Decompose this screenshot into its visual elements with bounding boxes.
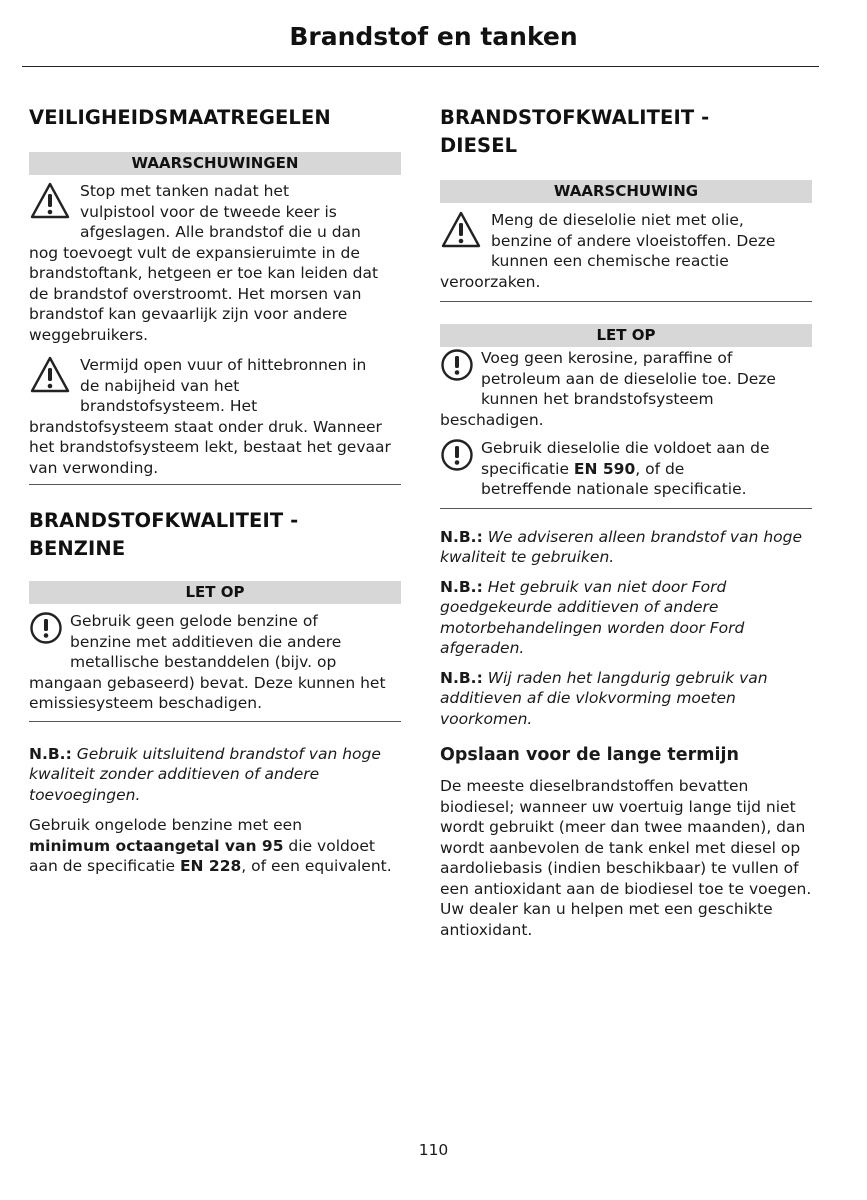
caution-text: specificatie xyxy=(481,459,574,478)
caution-2-line-3: betreffende nationale specificatie. xyxy=(481,480,747,498)
warning-notice-diesel xyxy=(440,210,812,292)
section-heading-safety: VEILIGHEIDSMAATREGELEN xyxy=(29,106,331,129)
caution-circle-icon xyxy=(440,348,480,388)
warning-2-rest: brandstofsysteem staat onder druk. Wanneer het brandstofsysteem lekt, bestaat het gevaar van verwonding. xyxy=(29,417,391,477)
caution-notice-diesel-1 xyxy=(440,348,812,430)
warning-triangle-icon xyxy=(440,210,480,250)
caution-notice-1 xyxy=(29,611,401,714)
caution-circle-icon xyxy=(440,438,480,478)
caution-band: LET OP xyxy=(29,581,401,604)
note-label: N.B.: xyxy=(440,668,483,687)
caution-text: , of de xyxy=(635,459,685,478)
warning-notice-1 xyxy=(29,181,401,345)
warning-line-3: kunnen een chemische reactie xyxy=(491,252,729,270)
left-column xyxy=(29,104,401,877)
caution-2-line-2 xyxy=(440,459,812,480)
octane-value: minimum octaangetal van 95 xyxy=(29,836,284,855)
paragraph-text: die voldoet aan de specificatie xyxy=(29,836,375,875)
warning-2-line-3: brandstofsysteem. Het xyxy=(80,397,258,415)
section-rule xyxy=(440,301,812,302)
warning-triangle-icon xyxy=(29,181,69,221)
note-text: We adviseren alleen brandstof van hoge kwaliteit te gebruiken. xyxy=(440,527,803,566)
caution-band: LET OP xyxy=(440,324,812,347)
warning-1-line-3: afgeslagen. Alle brandstof die u dan xyxy=(80,223,361,241)
caution-1-line-3: metallische bestanddelen (bijv. op xyxy=(70,653,337,671)
heading-line: DIESEL xyxy=(440,134,518,157)
caution-2-line-1: Gebruik dieselolie die voldoet aan de xyxy=(481,439,770,457)
title-rule xyxy=(22,66,819,67)
warning-band: WAARSCHUWING xyxy=(440,180,812,203)
caution-notice-diesel-2 xyxy=(440,438,812,500)
octane-paragraph xyxy=(29,815,401,877)
caution-1-rest: mangaan gebaseerd) bevat. Deze kunnen het emissiesysteem beschadigen. xyxy=(29,673,386,712)
heading-line: BENZINE xyxy=(29,537,126,560)
page-number: 110 xyxy=(418,1141,449,1159)
heading-line: BRANDSTOFKWALITEIT - xyxy=(29,509,299,532)
warning-line-2: benzine of andere vloeistoffen. Deze xyxy=(491,231,776,250)
note-1 xyxy=(29,744,401,806)
caution-line-2: petroleum aan de dieselolie toe. Deze xyxy=(481,369,776,388)
paragraph-text: , of een equivalent. xyxy=(241,857,392,875)
warnings-band: WAARSCHUWINGEN xyxy=(29,152,401,175)
warning-notice-2 xyxy=(29,355,401,478)
caution-circle-icon xyxy=(29,611,69,651)
section-heading-diesel xyxy=(440,104,812,160)
caution-line-3: kunnen het brandstofsysteem xyxy=(481,390,714,408)
note-text: Wij raden het langdurig gebruik van additieven af die vlokvorming moeten voorkomen. xyxy=(440,668,768,728)
section-rule xyxy=(29,484,401,485)
warning-line-1: Meng de dieselolie niet met olie, xyxy=(491,211,744,229)
note-label: N.B.: xyxy=(29,744,72,763)
note-label: N.B.: xyxy=(440,527,483,546)
paragraph-text: Gebruik ongelode benzine met een xyxy=(29,816,303,834)
note-text: Gebruik uitsluitend brandstof van hoge kwaliteit zonder additieven of andere toevoegingen. xyxy=(29,744,381,804)
warning-rest: veroorzaken. xyxy=(440,272,541,291)
caution-1-line-1: Gebruik geen gelode benzine of xyxy=(70,612,318,630)
note-text: Het gebruik van niet door Ford goedgekeurde additieven of andere motorbehandelingen worden door Ford afgeraden. xyxy=(440,577,745,657)
page-title: Brandstof en tanken xyxy=(289,22,578,51)
caution-1-line-2: benzine met additieven die andere xyxy=(70,632,342,651)
spec-code: EN 228 xyxy=(179,857,242,875)
subheading-long-term-storage: Opslaan voor de lange termijn xyxy=(440,745,739,765)
section-heading-petrol xyxy=(29,507,401,563)
note-2 xyxy=(440,577,812,659)
warning-1-rest: nog toevoegt vult de expansieruimte in de brandstoftank, hetgeen er toe kan leiden dat de brandstof overstroomt. Het morsen van brandstof kan gevaarlijk zijn voor andere weggebruikers. xyxy=(29,243,379,344)
warning-1-line-2: vulpistool voor de tweede keer is xyxy=(80,202,337,221)
right-column xyxy=(440,104,812,940)
spec-code: EN 590 xyxy=(573,459,636,478)
caution-line-1: Voeg geen kerosine, paraffine of xyxy=(481,349,733,367)
section-rule xyxy=(29,721,401,722)
warning-triangle-icon xyxy=(29,355,69,395)
note-3 xyxy=(440,668,812,730)
warning-1-line-1: Stop met tanken nadat het xyxy=(80,182,290,200)
warning-2-line-1: Vermijd open vuur of hittebronnen in xyxy=(80,356,367,374)
caution-rest: beschadigen. xyxy=(440,410,544,429)
heading-line: BRANDSTOFKWALITEIT - xyxy=(440,106,710,129)
note-label: N.B.: xyxy=(440,577,483,596)
section-rule xyxy=(440,508,812,509)
storage-paragraph: De meeste dieselbrandstoffen bevatten biodiesel; wanneer uw voertuig lange tijd niet wordt gebruikt (meer dan twee maanden), dan wordt aanbevolen de tank enkel met diesel op aardoliebasis (indien beschikbaar) te vullen of een antioxidant aan de biodiesel toe te voegen. Uw dealer kan u helpen met een geschikte antioxidant. xyxy=(440,777,812,939)
warning-2-line-2: de nabijheid van het xyxy=(80,376,240,395)
note-1 xyxy=(440,527,812,568)
